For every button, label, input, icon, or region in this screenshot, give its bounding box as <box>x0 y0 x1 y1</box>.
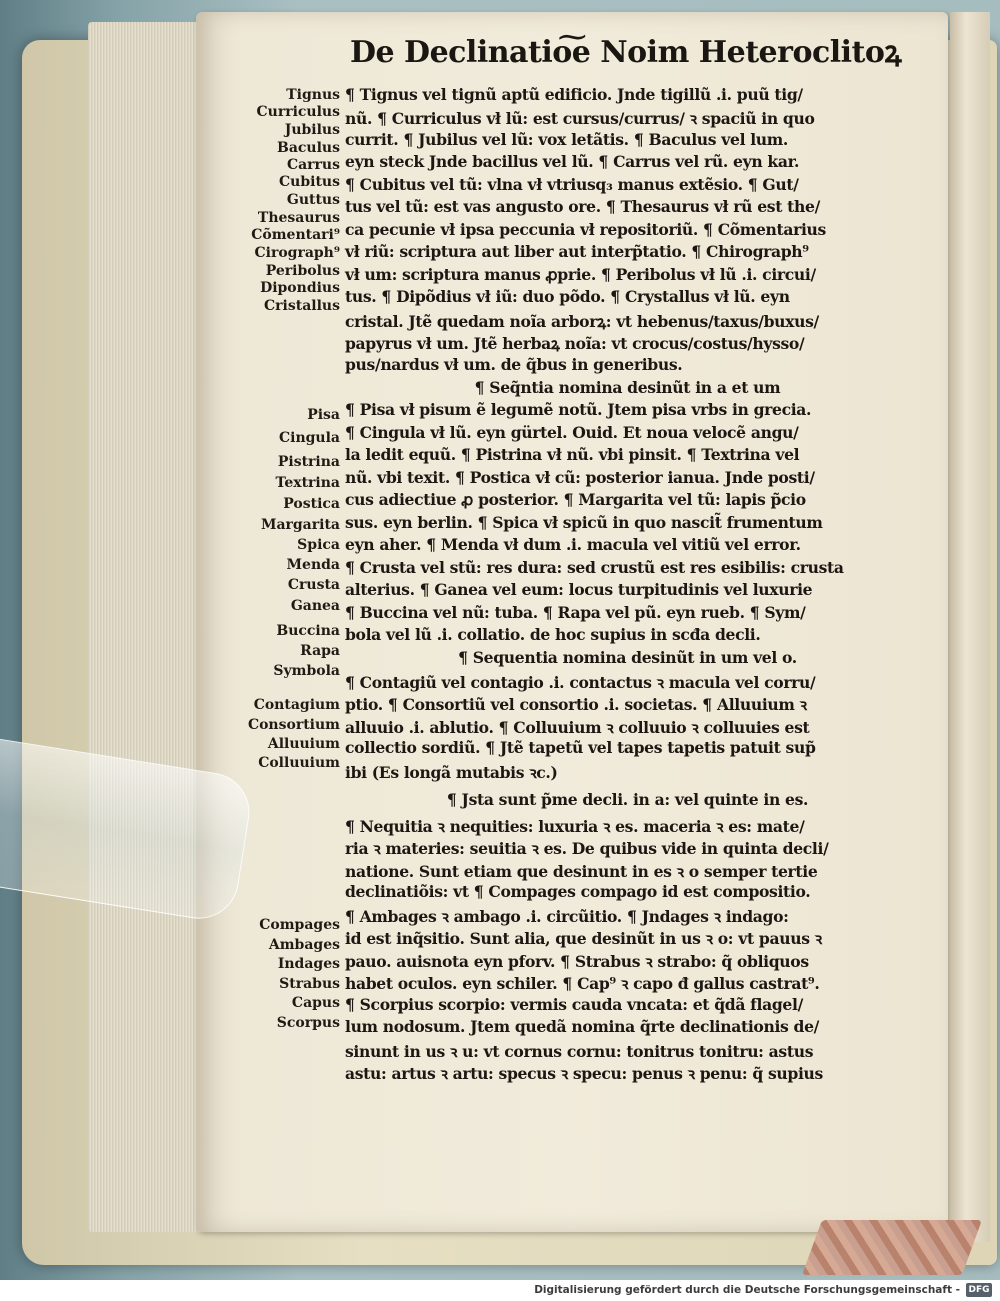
text-line: collectio sordiũ. ¶ Jtẽ tapetũ vel tapes tapetis patuit sup̃ <box>345 738 816 757</box>
text-line: cristal. Jtẽ quedam noĩa arborꝝ: vt hebenus/taxus/buxus/ <box>345 312 819 331</box>
text-line: ¶ Tignus vel tignũ aptũ edificio. Jnde tigillũ .i. puũ tig/ <box>345 85 803 104</box>
text-line: lum nodosum. Jtem quedã nomina q̃rte declinationis de/ <box>345 1017 820 1036</box>
text-line: vł riũ: scriptura aut liber aut interp̃tatio. ¶ Chirograph⁹ <box>345 242 809 261</box>
text-line: declinatiõis: vt ¶ Compages compago id est compositio. <box>345 882 811 901</box>
margin-note: Peribolus <box>265 263 340 279</box>
margin-note: Cirograph⁹ <box>254 245 340 261</box>
text-line: ibi (Es longã mutabis ꝛc.) <box>345 763 558 782</box>
text-line: la ledit equũ. ¶ Pistrina vł nũ. vbi pinsit. ¶ Textrina vel <box>345 445 800 464</box>
margin-note: Colluuium <box>258 755 340 771</box>
text-line: nũ. vbi texit. ¶ Postica vł cũ: posterior ianua. Jnde posti/ <box>345 468 815 487</box>
margin-note: Carrus <box>286 157 340 173</box>
text-line: ¶ Crusta vel stũ: res dura: sed crustũ est res esibilis: crusta <box>345 558 844 577</box>
margin-note: Curriculus <box>256 104 340 120</box>
red-page-edge <box>802 1220 982 1275</box>
margin-note: Indages <box>277 956 340 972</box>
margin-note: Cristallus <box>264 298 340 314</box>
text-line: id est inq̃sitio. Sunt alia, que desinũt in us ꝛ o: vt pauus ꝛ <box>345 929 822 948</box>
margin-note: Compages <box>259 917 340 933</box>
margin-note: Consortium <box>247 717 340 733</box>
margin-note: Cingula <box>279 430 340 446</box>
text-line: cus adiectiue ꝓ posterior. ¶ Margarita vel tũ: lapis p̃cio <box>345 490 806 509</box>
margin-note: Baculus <box>277 140 340 156</box>
section-heading: ¶ Seq̃ntia nomina desinũt in a et um <box>474 378 781 397</box>
margin-note: Ganea <box>290 598 340 614</box>
text-line: papyrus vł um. Jtẽ herbaꝝ noĩa: vt crocus/costus/hysso/ <box>345 334 805 353</box>
text-line: bola vel lũ .i. collatio. de hoc supius in scđa decli. <box>345 625 761 644</box>
text-line: pauo. auisnota eyn pforv. ¶ Strabus ꝛ strabo: q̃ obliquos <box>345 952 809 971</box>
margin-note: Ambages <box>268 937 340 953</box>
footer-bar <box>0 1280 1000 1301</box>
margin-note: Margarita <box>260 517 340 533</box>
margin-note: Cõmentari⁹ <box>251 227 340 243</box>
text-line: ¶ Cubitus vel tũ: vlna vł vtriusq₃ manus extẽsio. ¶ Gut/ <box>345 175 799 194</box>
text-line: ¶ Cingula vł lũ. eyn gürtel. Ouid. Et noua velocẽ angu/ <box>345 423 799 442</box>
text-line: pus/nardus vł um. de q̃bus in generibus. <box>345 355 683 374</box>
page-edges <box>88 22 208 1232</box>
margin-note: Scorpus <box>276 1015 340 1031</box>
dfg-logo: DFG <box>966 1283 992 1297</box>
text-line: currit. ¶ Jubilus vel lũ: vox letãtis. ¶ Baculus vel lum. <box>345 130 789 149</box>
margin-note: Dipondius <box>260 280 340 296</box>
text-line: sinunt in us ꝛ u: vt cornus cornu: tonitrus tonitru: astus <box>345 1042 814 1061</box>
text-line: ptio. ¶ Consortiũ vel consortio .i. societas. ¶ Alluuium ꝛ <box>345 695 807 714</box>
text-line: ¶ Buccina vel nũ: tuba. ¶ Rapa vel pũ. eyn rueb. ¶ Sym/ <box>345 603 806 622</box>
margin-note: Jubilus <box>284 122 340 138</box>
text-line: alterius. ¶ Ganea vel eum: locus turpitudinis vel luxurie <box>345 580 813 599</box>
section-heading: ¶ Jsta sunt p̃me decli. in a: vel quinte in es. <box>446 790 809 809</box>
running-header: De Declinatio͠e Noim Heteroclitoꝝ <box>350 35 902 70</box>
text-line: ria ꝛ materies: seuitia ꝛ es. De quibus vide in quinta decli/ <box>345 839 829 858</box>
margin-note: Tignus <box>286 87 340 103</box>
margin-note: Rapa <box>300 643 340 659</box>
text-line: astu: artus ꝛ artu: specus ꝛ specu: penus ꝛ penu: q̃ supius <box>345 1064 823 1083</box>
margin-note: Contagium <box>253 697 340 713</box>
margin-note: Cubitus <box>279 174 340 190</box>
margin-note: Pistrina <box>277 454 340 470</box>
margin-note: Symbola <box>273 663 340 679</box>
margin-note: Postica <box>283 496 340 512</box>
text-line: eyn steck Jnde bacillus vel lũ. ¶ Carrus vel rũ. eyn kar. <box>345 152 800 171</box>
margin-note: Guttus <box>286 192 340 208</box>
text-line: tus vel tũ: est vas angusto ore. ¶ Thesaurus vł rũ est the/ <box>345 197 820 216</box>
text-line: ca pecunie vł ipsa peccunia vł repositoriũ. ¶ Cõmentarius <box>345 220 826 239</box>
text-line: ¶ Contagiũ vel contagio .i. contactus ꝛ macula vel corru/ <box>345 673 816 692</box>
text-line: ¶ Scorpius scorpio: vermis cauda vncata: et q̃dã flagel/ <box>345 995 803 1014</box>
margin-note: Menda <box>286 557 340 573</box>
text-line: natione. Sunt etiam que desinunt in es ꝛ o semper tertie <box>345 862 818 881</box>
margin-note: Textrina <box>275 475 340 491</box>
margin-note: Capus <box>291 995 340 1011</box>
text-line: ¶ Pisa vł pisum ẽ legumẽ notũ. Jtem pisa vrbs in grecia. <box>345 400 812 419</box>
text-line: vł um: scriptura manus ꝓprie. ¶ Peribolus vł lũ .i. circui/ <box>345 265 816 284</box>
margin-note: Crusta <box>287 577 340 593</box>
text-line: eyn aher. ¶ Menda vł dum .i. macula vel vitiũ vel error. <box>345 535 801 554</box>
funding-notice: Digitalisierung gefördert durch die Deutsche Forschungsgemeinschaft - <box>534 1284 960 1296</box>
text-line: ¶ Ambages ꝛ ambago .i. circũitio. ¶ Jndages ꝛ indago: <box>345 907 789 926</box>
text-line: ¶ Nequitia ꝛ nequities: luxuria ꝛ es. maceria ꝛ es: mate/ <box>345 817 805 836</box>
margin-note: Alluuium <box>267 736 340 752</box>
margin-note: Thesaurus <box>257 210 340 226</box>
text-line: habet oculos. eyn schiler. ¶ Cap⁹ ꝛ capo đ gallus castrat⁹. <box>345 974 820 993</box>
margin-note: Buccina <box>276 623 340 639</box>
text-line: sus. eyn berlin. ¶ Spica vł spicũ in quo nascit̃ frumentum <box>345 513 823 532</box>
text-line: nũ. ¶ Curriculus vł lũ: est cursus/currus/ ꝛ spaciũ in quo <box>345 109 815 128</box>
text-line: tus. ¶ Dipõdius vł iũ: duo põdo. ¶ Crystallus vł lũ. eyn <box>345 287 790 306</box>
text-line: alluuio .i. ablutio. ¶ Colluuium ꝛ colluuio ꝛ colluuies est <box>345 718 810 737</box>
margin-note: Spica <box>297 537 340 553</box>
margin-note: Pisa <box>307 407 340 423</box>
section-heading: ¶ Sequentia nomina desinũt in um vel o. <box>458 648 797 667</box>
facing-page-edge <box>950 12 990 1242</box>
margin-note: Strabus <box>279 976 340 992</box>
